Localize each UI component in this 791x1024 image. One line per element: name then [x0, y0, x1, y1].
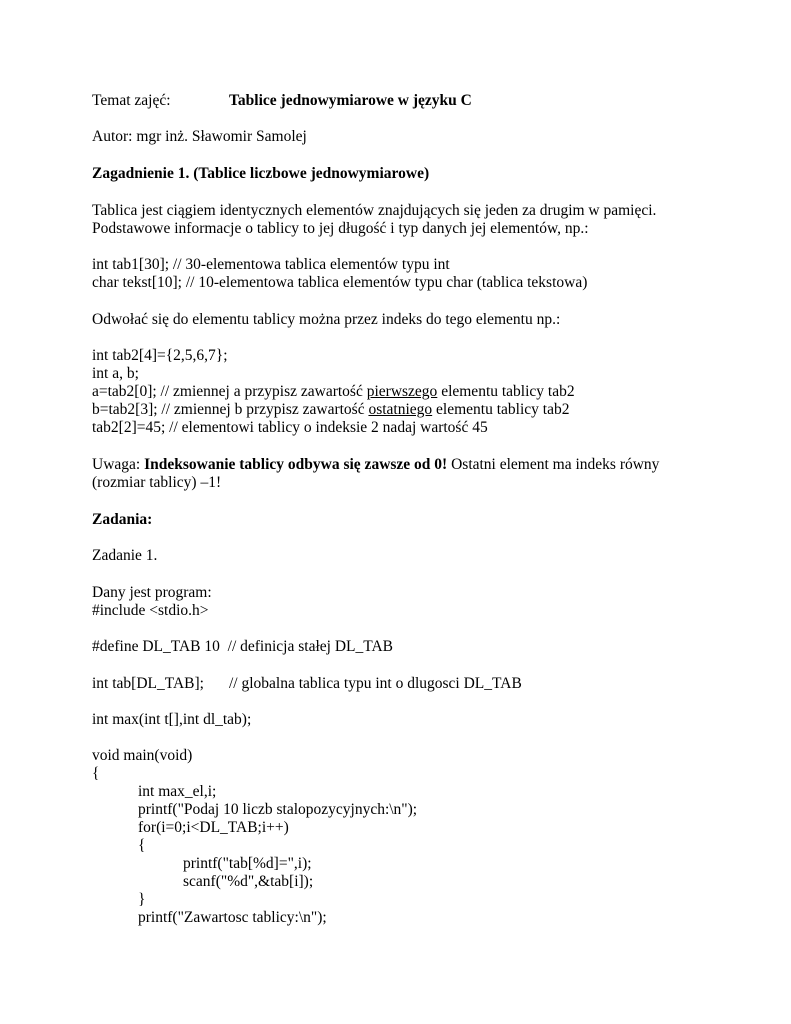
task-1-title: Zadanie 1.	[92, 547, 158, 564]
code-text: a=tab2[0]; // zmiennej a przypisz zawartość	[92, 383, 367, 400]
code-global-comment: // globalna tablica typu int o dlugosci DL_TAB	[229, 675, 522, 692]
code-main-open-brace: {	[92, 765, 100, 782]
code-printf-index: printf("tab[%d]=",i);	[183, 855, 312, 872]
author-line: Autor: mgr inż. Sławomir Samolej	[92, 128, 307, 145]
code-global-decl: int tab[DL_TAB];	[92, 675, 204, 692]
topic-title: Tablice jednowymiarowe w języku C	[229, 92, 472, 109]
code-decl-int-array: int tab1[30]; // 30-elementowa tablica elementów typu int	[92, 256, 450, 273]
code-text: elementu tablicy tab2	[432, 401, 570, 418]
note-suffix: Ostatni element ma indeks równy	[447, 456, 660, 473]
code-example-vars: int a, b;	[92, 365, 139, 382]
access-intro: Odwołać się do elementu tablicy można przez indeks do tego elementu np.:	[92, 311, 561, 328]
note-prefix: Uwaga:	[92, 456, 145, 473]
code-prototype: int max(int t[],int dl_tab);	[92, 711, 252, 728]
code-text: elementu tablicy tab2	[437, 383, 575, 400]
task-given-label: Dany jest program:	[92, 584, 212, 601]
note-line-1	[92, 456, 659, 474]
code-decl-char-array: char tekst[10]; // 10-elementowa tablica elementów typu char (tablica tekstowa)	[92, 274, 588, 291]
intro-paragraph-line-1: Tablica jest ciągiem identycznych elementów znajdujących się jeden za drugim w pamięci.	[92, 202, 657, 219]
underlined-word: pierwszego	[366, 383, 438, 400]
code-scanf: scanf("%d",&tab[i]);	[183, 873, 314, 890]
code-main-signature: void main(void)	[92, 747, 193, 764]
code-define: #define DL_TAB 10 // definicja stałej DL_TAB	[92, 638, 393, 655]
code-example-init: int tab2[4]={2,5,6,7};	[92, 347, 228, 364]
topic-label: Temat zajęć:	[92, 92, 171, 109]
code-for-open-brace: {	[138, 837, 146, 854]
note-line-2: (rozmiar tablicy) –1!	[92, 474, 222, 491]
section-heading: Zagadnienie 1. (Tablice liczbowe jednowymiarowe)	[92, 165, 430, 182]
code-local-vars: int max_el,i;	[138, 783, 217, 800]
intro-paragraph-line-2: Podstawowe informacje o tablicy to jej długość i typ danych jej elementów, np.:	[92, 220, 589, 237]
underlined-word: ostatniego	[368, 401, 433, 418]
code-printf-contents: printf("Zawartosc tablicy:\n");	[138, 909, 327, 926]
code-example-assign: tab2[2]=45; // elementowi tablicy o indeksie 2 nadaj wartość 45	[92, 419, 488, 436]
code-text: b=tab2[3]; // zmiennej b przypisz zawartość	[92, 401, 369, 418]
code-printf-prompt: printf("Podaj 10 liczb stalopozycyjnych:\n");	[138, 801, 418, 818]
code-include: #include <stdio.h>	[92, 602, 209, 619]
tasks-heading: Zadania:	[92, 511, 153, 528]
code-example-first-element	[92, 383, 575, 401]
code-for-loop: for(i=0;i<DL_TAB;i++)	[138, 819, 289, 836]
code-example-last-element	[92, 401, 569, 419]
note-emphasis: Indeksowanie tablicy odbywa się zawsze od 0!	[144, 456, 448, 473]
code-for-close-brace: }	[138, 891, 146, 908]
